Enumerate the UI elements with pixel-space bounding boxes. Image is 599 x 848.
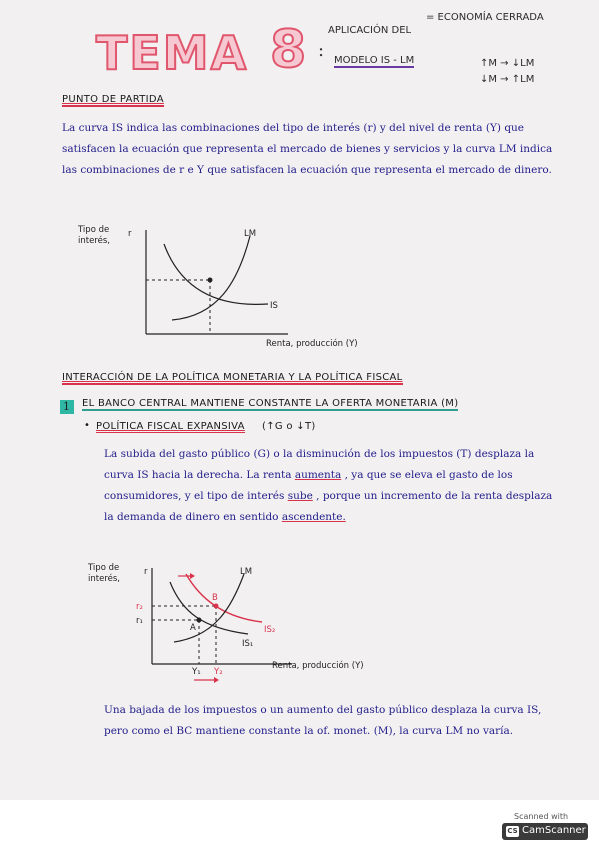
section-title-interaccion: INTERACCIÓN DE LA POLÍTICA MONETARIA Y LA POLÍTICA FISCAL bbox=[62, 372, 403, 383]
section1-paragraph: La curva IS indica las combinaciones del tipo de interés (r) y del nivel de renta (Y) que satisfacen la ecuación que representa el mercado de bienes y servicios y la curva LM indica las combinaciones de r e Y que satisfacen la ecuación que representa el mercado de dinero. bbox=[62, 122, 553, 176]
chart2-shift-arrowhead-bottom bbox=[214, 677, 219, 683]
chart1-is-curve bbox=[164, 244, 268, 304]
chart2-a-label: A bbox=[190, 623, 196, 633]
camscanner-box bbox=[502, 823, 588, 840]
section2-text-2: , ya que se eleva el gasto de los consumidores, y el tipo de interés bbox=[104, 469, 513, 502]
chart2-point-a bbox=[197, 618, 202, 623]
chart1-equilibrium-point bbox=[208, 278, 213, 283]
chart2-ylabel-1: Tipo de bbox=[88, 563, 120, 573]
chart2-y1-label: Y₁ bbox=[192, 667, 201, 677]
tema-title: TEMA bbox=[96, 26, 249, 80]
is-lm-chart-2 bbox=[82, 560, 412, 690]
word-ascendente: ascendente. bbox=[281, 511, 346, 523]
bullet-dot: • bbox=[84, 420, 91, 431]
chart2-is1-label: IS₁ bbox=[242, 639, 254, 649]
chart1-is-label: IS bbox=[270, 301, 278, 311]
section2-paragraph bbox=[104, 444, 562, 528]
tema-number: 8 bbox=[270, 20, 307, 80]
scanned-with-label: Scanned with bbox=[514, 812, 569, 821]
chart1-lm-label: LM bbox=[244, 229, 257, 239]
modelo-label: MODELO IS - LM bbox=[334, 55, 415, 66]
section-marker: 1 bbox=[60, 400, 74, 414]
chart1-r-label: r bbox=[128, 229, 132, 239]
chart1-xlabel: Renta, producción (Y) bbox=[266, 339, 358, 349]
chart2-is1-curve bbox=[170, 582, 248, 634]
arrow-rule-2: ↓M → ↑LM bbox=[480, 74, 535, 85]
section-title-punto-partida: PUNTO DE PARTIDA bbox=[62, 94, 164, 105]
chart2-xlabel: Renta, producción (Y) bbox=[272, 661, 364, 671]
policy-label: POLÍTICA FISCAL EXPANSIVA bbox=[96, 421, 245, 432]
aplicacion-label: APLICACIÓN DEL bbox=[328, 25, 412, 36]
chart2-is2-label: IS₂ bbox=[264, 625, 276, 635]
subtitle-oferta-monetaria: EL BANCO CENTRAL MANTIENE CONSTANTE LA OFERTA MONETARIA (M) bbox=[82, 398, 459, 409]
chart1-ylabel-1: Tipo de bbox=[78, 225, 110, 235]
chart2-shift-arrowhead-top bbox=[190, 573, 195, 579]
chart2-y2-label: Y₂ bbox=[214, 667, 223, 677]
arrow-rule-1: ↑M → ↓LM bbox=[480, 58, 535, 69]
word-sube: sube bbox=[287, 490, 313, 502]
section2-text-1: La subida del gasto público (G) o la disminución de los impuestos (T) desplaza la curva IS hacia la derecha. La renta bbox=[104, 448, 535, 481]
section2-text-3: , porque un incremento de la renta desplaza la demanda de dinero en sentido bbox=[104, 490, 553, 523]
chart2-r1-label: r₁ bbox=[136, 616, 143, 626]
chart2-lm-label: LM bbox=[240, 567, 253, 577]
chart2-point-b bbox=[214, 604, 219, 609]
camscanner-logo-icon: CS bbox=[507, 827, 518, 835]
is-lm-chart-1 bbox=[68, 222, 398, 352]
chart2-ylabel-2: interés, bbox=[88, 574, 120, 584]
closing-paragraph: Una bajada de los impuestos o un aumento del gasto público desplaza la curva IS, pero como el BC mantiene constante la of. monet. (M), la curva LM no varía. bbox=[104, 704, 542, 737]
economia-label: = ECONOMÍA CERRADA bbox=[426, 12, 544, 23]
camscanner-brand: CamScanner bbox=[522, 825, 586, 836]
chart2-r2-label: r₂ bbox=[136, 602, 143, 612]
camscanner-badge bbox=[502, 812, 588, 840]
policy-note: (↑G o ↓T) bbox=[262, 421, 316, 432]
word-aumenta: aumenta bbox=[294, 469, 342, 481]
chart2-b-label: B bbox=[212, 593, 218, 603]
chart2-r-label: r bbox=[144, 567, 148, 577]
chart2-is2-curve bbox=[186, 574, 262, 622]
title-colon: : bbox=[318, 40, 325, 61]
chart1-ylabel-2: interés, bbox=[78, 236, 110, 246]
